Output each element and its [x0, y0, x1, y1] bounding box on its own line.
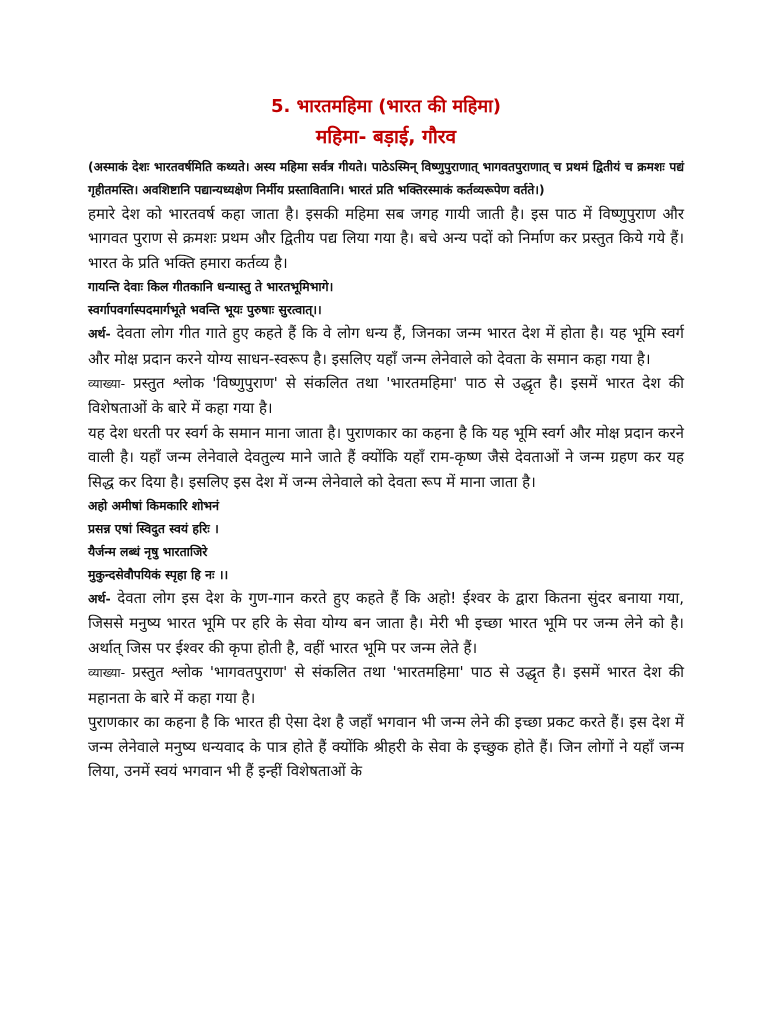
- verse1-explanation-text: प्रस्तुत श्लोक 'विष्णुपुराण' से संकलित तथा 'भारतमहिमा' पाठ से उद्धृत है। इसमें भारत देश की विशेषताओं के बारे में कहा गया है।: [88, 374, 684, 418]
- verse1-line2: स्वर्गापवर्गास्पदमार्गभूते भवन्ति भूयः पुरुषाः सुरत्वात्।।: [88, 302, 322, 318]
- verse2-commentary: पुराणकार का कहना है कि भारत ही ऐसा देश है जहाँ भगवान भी जन्म लेने की इच्छा प्रकट करते हैं। इस देश में जन्म लेनेवाले मनुष्य धन्यवाद के पात्र होते हैं क्योंकि श्रीहरी के सेवा के इच्छुक होते हैं। जिन लोगों ने यहाँ जन्म लिया, उनमें स्वयं भगवान भी हैं इन्हीं विशेषताओं के: [88, 713, 684, 780]
- document-page: [88, 92, 684, 783]
- explanation-label: व्याख्या-: [88, 665, 126, 681]
- verse2-explanation-text: प्रस्तुत श्लोक 'भागवतपुराण' से संकलित तथा 'भारतमहिमा' पाठ से उद्धृत है। इसमें भारत देश की महानता के बारे में कहा गया है।: [88, 663, 684, 707]
- verse2-meaning: [88, 586, 684, 660]
- sanskrit-intro: (अस्माकं देशः भारतवर्षमिति कथ्यते। अस्य महिमा सर्वत्र गीयते। पाठेऽस्मिन् विष्णुपुराणात् भागवतपुराणात् च प्रथमं द्वितीयं च क्रमशः पद्यं गृहीतमस्ति। अवशिष्टानि पद्यान्यध्यक्षेण निर्मीय प्रस्तावितानि। भारतं प्रति भक्तिरस्माकं कर्तव्यरूपेण वर्तते।): [88, 160, 684, 197]
- verse2-line2: प्रसन्न एषां स्विदुत स्वयं हरिः ।: [88, 521, 219, 537]
- verse1-meaning-text: देवता लोग गीत गाते हुए कहते हैं कि वे लोग धन्य हैं, जिनका जन्म भारत देश में होता है। यह भूमि स्वर्ग और मोक्ष प्रदान करने योग्य साधन-स्वरूप है। इसलिए यहाँ जन्म लेनेवाले को देवता के समान कहा गया है।: [88, 324, 684, 368]
- verse2-line3: यैर्जन्म लब्धं नृषु भारताजिरे: [88, 544, 208, 560]
- verse1-meaning: [88, 321, 684, 371]
- verse2-line4: मुकुन्दसेवौपयिकं स्पृहा हि नः ।।: [88, 567, 229, 583]
- explanation-label: व्याख्या-: [88, 376, 126, 392]
- verse2-meaning-text: देवता लोग इस देश के गुण-गान करते हुए कहते हैं कि अहो! ईश्वर के द्वारा कितना सुंदर बनाया गया, जिससे मनुष्य भारत भूमि पर हरि के सेवा योग्य बन जाता है। मेरी भी इच्छा भारत भूमि पर जन्म लेने को है। अर्थात् जिस पर ईश्वर की कृपा होती है, वहीं भारत भूमि पर जन्म लेते हैं।: [88, 589, 684, 657]
- verse2-explanation: [88, 660, 684, 710]
- meaning-label: अर्थ-: [88, 591, 111, 607]
- meaning-label: अर्थ-: [88, 326, 111, 342]
- verse2-line1: अहो अमीषां किमकारि शोभनं: [88, 498, 220, 514]
- hindi-intro: हमारे देश को भारतवर्ष कहा जाता है। इसकी महिमा सब जगह गायी जाती है। इस पाठ में विष्णुपुराण और भागवत पुराण से क्रमशः प्रथम और द्वितीय पद्य लिया गया है। बचे अन्य पदों को निर्माण कर प्रस्तुत किये गये हैं। भारत के प्रति भक्ति हमारा कर्तव्य है।: [88, 205, 684, 272]
- lesson-subtitle: महिमा- बड़ाई, गौरव: [315, 126, 457, 148]
- lesson-title: 5. भारतमहिमा (भारत की महिमा): [270, 96, 502, 117]
- verse1-explanation: [88, 371, 684, 421]
- verse1-line1: गायन्ति देवाः किल गीतकानि धन्यास्तु ते भारतभूमिभागे।: [88, 279, 334, 295]
- verse1-commentary: यह देश धरती पर स्वर्ग के समान माना जाता है। पुराणकार का कहना है कि यह भूमि स्वर्ग और मोक्ष प्रदान करने वाली है। यहाँ जन्म लेनेवाले देवतुल्य माने जाते हैं क्योंकि यहाँ राम-कृष्ण जैसे देवताओं ने जन्म ग्रहण कर यह सिद्ध कर दिया है। इसलिए इस देश में जन्म लेनेवाले को देवता रूप में माना जाता है।: [88, 423, 684, 491]
